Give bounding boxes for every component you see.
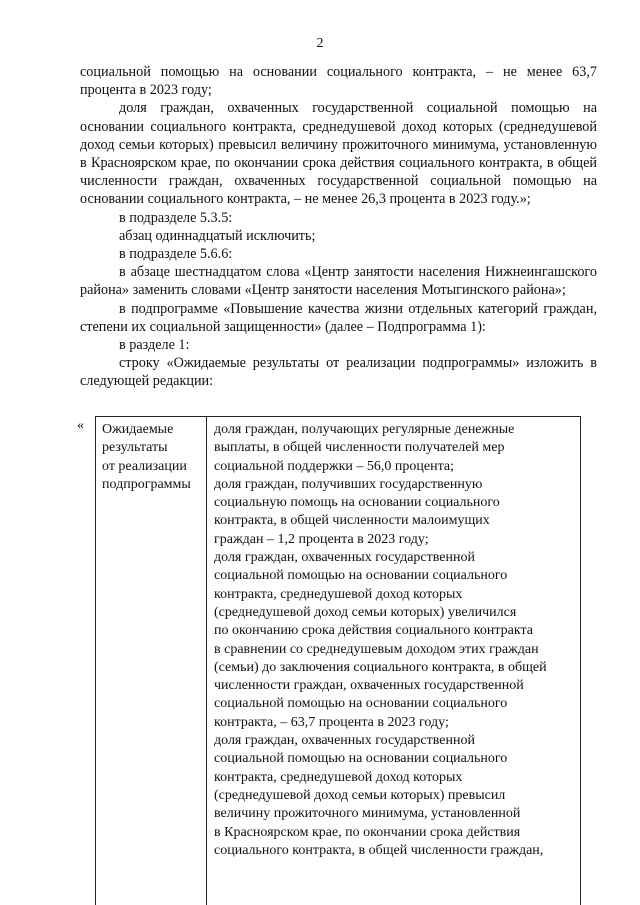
table-content-line: доля граждан, получающих регулярные денежные: [214, 422, 515, 437]
table-content-line: социальной помощью на основании социального: [214, 696, 508, 712]
table-content-line: социальной помощью на основании социального: [214, 751, 508, 767]
table-row-header: [96, 417, 207, 905]
table-open-quote: «: [77, 418, 84, 433]
table-content-line: по окончанию срока действия социального контракта: [214, 623, 533, 639]
paragraph: в разделе 1:: [119, 337, 190, 354]
body-text: [80, 63, 597, 391]
table-content-line: доля граждан, охваченных государственной: [214, 733, 475, 749]
table-content-line: выплаты, в общей численности получателей мер: [214, 440, 505, 456]
table-content-line: социальной помощью на основании социального: [214, 568, 508, 584]
table-content-line: контракта, среднедушевой доход которых: [214, 769, 463, 785]
table-row-content: [207, 417, 580, 860]
table-content-line: контракта, – 63,7 процента в 2023 году;: [214, 714, 449, 730]
table-header-line: подпрограммы: [102, 476, 191, 492]
table-content-line: доля граждан, охваченных государственной: [214, 550, 475, 566]
table-header-line: от реализации: [102, 458, 187, 474]
table-content-line: социального контракта, в общей численности граждан,: [214, 842, 544, 858]
table-content-line: социальную помощь на основании социального: [214, 495, 500, 511]
paragraph: социальной помощью на основании социального контракта, – не менее 63,7 процента в 2023 году;: [80, 64, 597, 99]
table-content-line: (семьи) до заключения социального контракта, в общей: [214, 659, 547, 675]
page-number: 2: [316, 36, 324, 51]
table-content-line: социальной поддержки – 56,0 процента;: [214, 458, 454, 474]
paragraph: доля граждан, охваченных государственной социальной помощью на основании социального контракта, среднедушевой доход которых (среднедушевой доход семьи которых) превысил величину прожиточного минимума, установленную в Красноярском крае, по окончании срока действия социального контракта, в общей численности граждан, охваченных государственной социальной помощью на основании социального контракта, – не менее 26,3 процента в 2023 году.»;: [80, 100, 597, 208]
table-header-line: результаты: [102, 440, 168, 456]
table-content-line: контракта, среднедушевой доход которых: [214, 586, 463, 602]
table-content-line: граждан – 1,2 процента в 2023 году;: [214, 531, 429, 547]
paragraph: абзац одиннадцатый исключить;: [119, 227, 316, 244]
results-table: [95, 416, 581, 905]
table-content-line: численности граждан, охваченных государственной: [214, 678, 524, 694]
table-content-line: доля граждан, получивших государственную: [214, 476, 483, 492]
table-content-line: величину прожиточного минимума, установленной: [214, 806, 521, 822]
table-content-line: в сравнении со среднедушевым доходом этих граждан: [214, 641, 539, 657]
paragraph: в подпрограмме «Повышение качества жизни отдельных категорий граждан, степени их социальной защищенности» (далее – Подпрограмма 1):: [80, 300, 597, 335]
table-header-line: Ожидаемые: [102, 422, 174, 437]
table-content-line: контракта, в общей численности малоимущих: [214, 513, 490, 529]
paragraph: строку «Ожидаемые результаты от реализации подпрограммы» изложить в следующей редакции:: [80, 355, 597, 390]
table-content-line: (среднедушевой доход семьи которых) увеличился: [214, 604, 517, 620]
paragraph: в подразделе 5.3.5:: [119, 209, 233, 226]
table-content-line: (среднедушевой доход семьи которых) превысил: [214, 787, 506, 803]
paragraph: в подразделе 5.6.6:: [119, 246, 233, 263]
table-content-line: в Красноярском крае, по окончании срока действия: [214, 824, 521, 840]
paragraph: в абзаце шестнадцатом слова «Центр занятости населения Нижнеингашского района» заменить словами «Центр занятости населения Мотыгинского района»;: [80, 264, 597, 299]
